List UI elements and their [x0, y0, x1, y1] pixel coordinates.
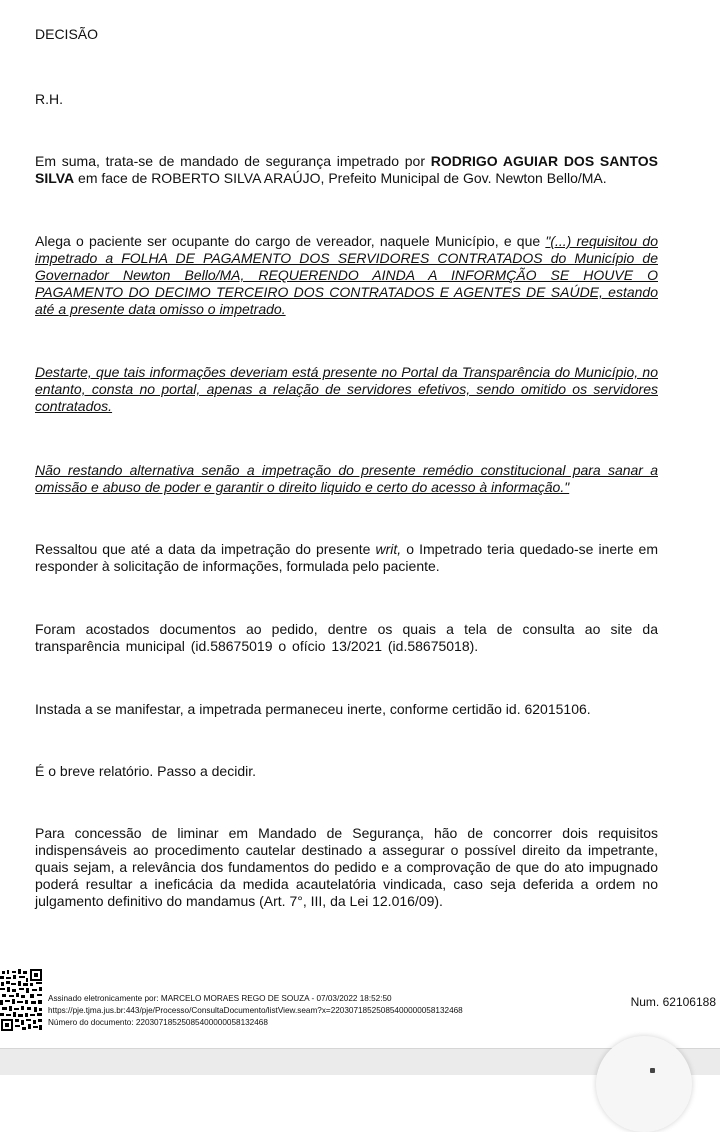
paragraph-text: Alega o paciente ser ocupante do cargo de vereador, naquele Município, e que — [35, 233, 546, 249]
document-id-number: Num. 62106188 — [630, 995, 716, 1009]
document-number: Número do documento: 22030718525085400000058132468 — [48, 1018, 268, 1027]
paragraph-quoted-2: Destarte, que tais informações deveriam está presente no Portal da Transparência do Município, no entanto, consta no portal, apenas a relação de servidores efetivos, sendo omitido os servidores contratados. — [35, 364, 658, 414]
fab-icon — [650, 1068, 655, 1073]
paragraph-text: em face de ROBERTO SILVA ARAÚJO, Prefeito Municipal de Gov. Newton Bello/MA. — [74, 170, 607, 186]
paragraph-report: É o breve relatório. Passo a decidir. — [35, 763, 257, 779]
impetrante-name: RODRIGO AGUIAR DOS SANTOS SILVA — [35, 153, 658, 186]
rh-line: R.H. — [35, 91, 63, 107]
paragraph-liminar: Para concessão de liminar em Mandado de Segurança, hão de concorrer dois requisitos indispensáveis ao procedimento cautelar destinado a assegurar o possível direito da impetrante, quais sejam, a relevância dos fundamentos do pedido e a comprovação de que do ato impugnado poderá resultar a ineficácia da medida acautelatória vindicada, caso seja deferida a ordem no julgamento definitivo do mandamus (Art. 7°, III, da Lei 12.016/09). — [35, 825, 658, 909]
document-url[interactable]: https://pje.tjma.jus.br:443/pje/Processo/ConsultaDocumento/listView.seam?x=22030718525085400000058132468 — [48, 1006, 463, 1015]
paragraph-quoted-3: Não restando alternativa senão a impetração do presente remédio constitucional para sanar a omissão e abuso de poder e garantir o direito liquido e certo do acesso à informação." — [35, 462, 658, 495]
signature-line: Assinado eletronicamente por: MARCELO MORAES REGO DE SOUZA - 07/03/2022 18:52:50 — [48, 994, 392, 1003]
paragraph-writ — [35, 541, 658, 575]
paragraph-summary — [35, 153, 658, 187]
paragraph-text: Ressaltou que até a data da impetração do presente — [35, 541, 376, 557]
document-heading: DECISÃO — [35, 26, 99, 42]
paragraph-allegation — [35, 233, 658, 318]
paragraph-text: Em suma, trata-se de mandado de segurança impetrado por — [35, 153, 431, 169]
qr-code-icon — [0, 968, 44, 1032]
signature-footer — [48, 993, 463, 1029]
quoted-text: "(...) requisitou do impetrado a FOLHA DE PAGAMENTO DOS SERVIDORES CONTRATADOS do Município de Governador Newton Bello/MA, REQUERENDO AINDA A INFORMÇÃO SE HOUVE O PAGAMENTO DO DECIMO TERCEIRO DOS CONTRATADOS E AGENTES DE SAÚDE, estando até a presente data omisso o impetrado. — [35, 233, 658, 317]
writ-term: writ, — [375, 541, 402, 557]
paragraph-manifest: Instada a se manifestar, a impetrada permaneceu inerte, conforme certidão id. 62015106. — [35, 701, 591, 717]
floating-action-button[interactable] — [596, 1036, 692, 1132]
paragraph-text: o Impetrado teria quedado-se inerte em responder à solicitação de informações, formulada pelo paciente. — [35, 541, 659, 574]
paragraph-documents: Foram acostados documentos ao pedido, dentre os quais a tela de consulta ao site da transparência municipal (id.58675019 o ofício 13/2021 (id.58675018). — [35, 621, 658, 654]
